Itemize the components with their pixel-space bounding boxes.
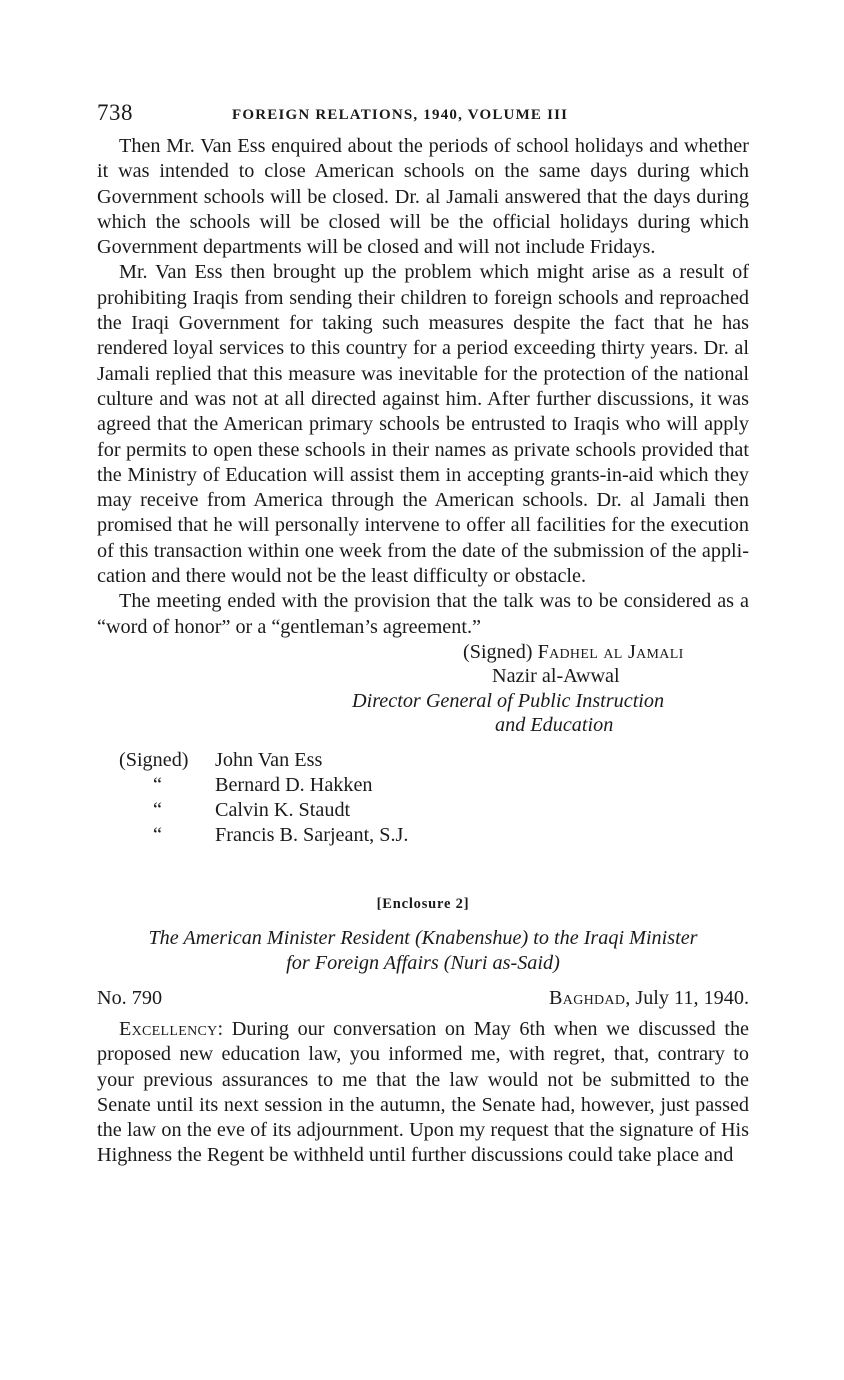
list-item bbox=[97, 798, 597, 823]
running-title: FOREIGN RELATIONS, 1940, VOLUME III bbox=[232, 107, 569, 123]
list-item bbox=[97, 748, 597, 773]
signed-prefix: (Signed) bbox=[463, 640, 538, 663]
signatory-office-cont: and Education bbox=[495, 713, 614, 736]
signatory-name: Fadhel al Jamali bbox=[537, 640, 684, 663]
signature-name-line bbox=[463, 640, 684, 665]
signature-block bbox=[97, 640, 749, 740]
dateline bbox=[97, 987, 749, 1015]
letter-body bbox=[97, 1017, 749, 1169]
letter-text: : During our conversation on May 6th when we discussed the proposed new education law, you informed me, with regret, that, contrary to your previous assurances to me that the law would not be submitted to the Senate until its next session in the autumn, the Senate had, however, just passed the law on the eve of its adjournment. Upon my request that the signature of His Highness the Regent be withheld until further discussions could take place and bbox=[97, 1017, 749, 1167]
list-item bbox=[97, 773, 597, 798]
signatory-title: Nazir al-Awwal bbox=[492, 664, 620, 687]
paragraph-holidays: Then Mr. Van Ess enquired about the periods of school holidays and whether it was intended to close American schools on the same days during which Government schools will be closed. Dr. al Jamali answered that the days during which the schools will be closed will be the official holidays during which Government departments will be closed and will not include Fridays. bbox=[97, 135, 749, 259]
place-and-date bbox=[549, 987, 749, 1010]
signatory-office: Director General of Public Instruction bbox=[352, 689, 665, 712]
signed-list bbox=[97, 748, 749, 848]
heading-line-2: for Foreign Affairs (Nuri as-Said) bbox=[286, 952, 560, 975]
paragraph-agreement: The meeting ended with the provision that the talk was to be considered as a “word of honor” or a “gentleman’s agreement.” bbox=[97, 590, 749, 638]
signer-name: Calvin K. Staudt bbox=[215, 798, 351, 821]
document-number: No. 790 bbox=[97, 986, 163, 1009]
ditto-mark: “ bbox=[153, 773, 162, 796]
signed-label: (Signed) bbox=[119, 748, 189, 771]
enclosure-label: [Enclosure 2] bbox=[376, 895, 470, 912]
ditto-mark: “ bbox=[153, 823, 162, 846]
document-heading bbox=[97, 926, 749, 977]
running-head bbox=[97, 100, 749, 134]
date: , July 11, 1940. bbox=[625, 986, 749, 1009]
document-page bbox=[97, 100, 749, 1169]
ditto-mark: “ bbox=[153, 798, 162, 821]
signer-name: Francis B. Sarjeant, S.J. bbox=[215, 823, 409, 846]
page-number: 738 bbox=[97, 100, 133, 125]
place: Baghdad bbox=[549, 986, 626, 1009]
salutation: Excellency bbox=[119, 1017, 218, 1040]
signer-name: Bernard D. Hakken bbox=[215, 773, 373, 796]
heading-line-1: The American Minister Resident (Knabenshue) to the Iraqi Minister bbox=[148, 926, 698, 949]
paragraph-schools: Mr. Van Ess then brought up the problem which might arise as a result of prohibiting Iraqis from sending their children to foreign schools and reproached the Iraqi Government for taking such measures despite the fact that he has rendered loyal services to this country for a period exceeding thirty years. Dr. al Jamali replied that this measure was inevitable for the protection of the national culture and was not at all directed against him. After further discussions, it was agreed that the American primary schools be entrusted to Iraqis who will apply for permits to open these schools in their names as private schools provided that the Ministry of Education will assist them in accepting grants-in-aid which they may receive from America through the American schools. Dr. al Jamali then promised that he will personally intervene to offer all facilities for the execution of this transaction within one week from the date of the submission of the application and there would not be the least difficulty or obstacle. bbox=[97, 261, 749, 588]
list-item bbox=[97, 823, 597, 848]
signer-name: John Van Ess bbox=[215, 748, 323, 771]
